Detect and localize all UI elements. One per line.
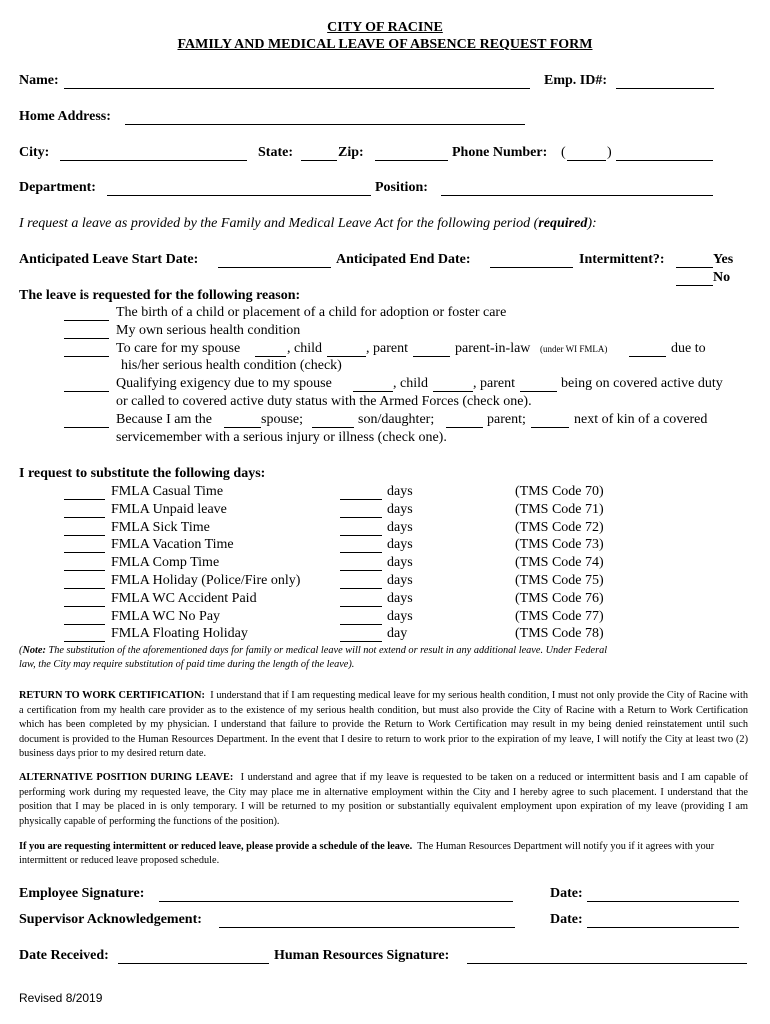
title-line-2: FAMILY AND MEDICAL LEAVE OF ABSENCE REQUEST FORM [177, 37, 593, 52]
employee-date-label: Date: [550, 886, 583, 901]
hr-signature-label: Human Resources Signature: [274, 948, 450, 963]
substitute-tms-code: (TMS Code 75) [515, 573, 604, 588]
substitute-check[interactable] [64, 499, 105, 500]
reason-birth-text: The birth of a child or placement of a child for adoption or foster care [116, 305, 507, 320]
schedule-paragraph [19, 840, 754, 868]
rtw-text: I understand that if I am requesting medical leave for my serious health condition, I must not only provide the City of Racine with a certification from my health care provider as to the existence of my serious health condition, but must also provide the City of Racine with a Return to Work Certification which has been completed by my physician. I understand that failure to provide the Return to Work Certification may result in my being denied reinstatement until such document is provided to the Human Resources Department. In the event that I desire to return to work prior to the expiration of my leave, I will notify the City at least two (2) business days prior to my desired return date. [19, 690, 748, 760]
title-line-1: CITY OF RACINE [327, 20, 443, 35]
substitute-tms-code: (TMS Code 72) [515, 520, 604, 535]
zip-field[interactable] [375, 160, 448, 161]
department-field[interactable] [107, 195, 371, 196]
employee-date-field[interactable] [587, 901, 739, 902]
substitute-heading: I request to substitute the following days: [19, 466, 266, 481]
request-intro-text: I request a leave as provided by the Family and Medical Leave Act for the following period ( [19, 216, 539, 231]
reason-exigency-text-4: being on covered active duty [561, 376, 723, 391]
employee-signature-field[interactable] [159, 901, 513, 902]
reason-service-text-cont: servicemember with a serious injury or illness (check one). [116, 430, 447, 445]
substitute-type: FMLA WC No Pay [111, 609, 221, 624]
substitute-type: FMLA Holiday (Police/Fire only) [111, 573, 301, 588]
name-field[interactable] [64, 88, 530, 89]
return-to-work-paragraph [19, 689, 748, 762]
reason-care-text-cont: his/her serious health condition (check) [121, 358, 342, 373]
service-spouse-field[interactable] [224, 427, 261, 428]
reason-exigency-check[interactable] [64, 391, 109, 392]
revised-date: Revised 8/2019 [19, 991, 103, 1005]
intermittent-label: Intermittent?: [579, 252, 665, 267]
end-date-label: Anticipated End Date: [336, 252, 471, 267]
exigency-spouse-field[interactable] [353, 391, 393, 392]
reason-care-wi-note: (under WI FMLA) [540, 344, 608, 354]
position-field[interactable] [441, 195, 713, 196]
reason-care-check[interactable] [64, 356, 109, 357]
reason-own-health-text: My own serious health condition [116, 323, 301, 338]
care-parent-field[interactable] [413, 356, 450, 357]
substitute-unit: days [387, 591, 413, 606]
department-label: Department: [19, 180, 96, 195]
service-son-daughter-field[interactable] [312, 427, 354, 428]
home-address-label: Home Address: [19, 109, 111, 124]
position-label: Position: [375, 180, 428, 195]
substitute-unit: days [387, 573, 413, 588]
care-child-field[interactable] [327, 356, 366, 357]
substitute-days-field[interactable] [340, 552, 382, 553]
substitute-unit: days [387, 537, 413, 552]
reason-servicemember-check[interactable] [64, 427, 109, 428]
substitute-unit: days [387, 555, 413, 570]
note-label: Note: [22, 645, 46, 656]
substitute-type: FMLA Floating Holiday [111, 626, 248, 641]
substitute-unit: day [387, 626, 408, 641]
substitute-check[interactable] [64, 570, 105, 571]
substitute-type: FMLA WC Accident Paid [111, 591, 257, 606]
substitute-tms-code: (TMS Code 78) [515, 626, 604, 641]
reason-service-text-4: parent; [487, 412, 526, 427]
substitute-days-field[interactable] [340, 535, 382, 536]
alternative-position-paragraph [19, 771, 748, 829]
home-address-field[interactable] [125, 124, 525, 125]
phone-paren-close: ) [607, 145, 612, 160]
state-field[interactable] [301, 160, 337, 161]
substitute-check[interactable] [64, 535, 105, 536]
start-date-label: Anticipated Leave Start Date: [19, 252, 199, 267]
note-line-1 [19, 646, 607, 656]
city-field[interactable] [60, 160, 247, 161]
end-date-field[interactable] [490, 267, 573, 268]
alt-heading: ALTERNATIVE POSITION DURING LEAVE: [19, 772, 234, 783]
reason-care-text-3: , parent [366, 341, 408, 356]
note-text-1: The substitution of the aforementioned days for family or medical leave will not extend or result in any additional leave. Under Federal [48, 645, 608, 656]
reason-care-text-1: To care for my spouse [116, 341, 241, 356]
reason-service-text-3: son/daughter; [358, 412, 435, 427]
substitute-days-field[interactable] [340, 606, 382, 607]
substitute-days-field[interactable] [340, 588, 382, 589]
substitute-check[interactable] [64, 517, 105, 518]
service-next-of-kin-field[interactable] [531, 427, 569, 428]
start-date-field[interactable] [218, 267, 331, 268]
substitute-tms-code: (TMS Code 70) [515, 484, 604, 499]
employee-signature-label: Employee Signature: [19, 886, 145, 901]
substitute-check[interactable] [64, 641, 105, 642]
reason-care-text-5: due to [671, 341, 706, 356]
exigency-parent-field[interactable] [520, 391, 557, 392]
schedule-text: The Human Resources Department will notify you if it agrees with your intermittent or reduced leave proposed schedule. [19, 841, 715, 867]
exigency-child-field[interactable] [433, 391, 473, 392]
city-label: City: [19, 145, 50, 160]
date-received-field[interactable] [118, 963, 269, 964]
substitute-days-field[interactable] [340, 517, 382, 518]
date-received-label: Date Received: [19, 948, 109, 963]
phone-label: Phone Number: [452, 145, 548, 160]
substitute-type: FMLA Comp Time [111, 555, 220, 570]
request-intro-required: required [538, 216, 588, 231]
reason-service-text-2: spouse; [261, 412, 303, 427]
phone-area-code-field[interactable] [567, 160, 606, 161]
supervisor-label: Supervisor Acknowledgement: [19, 912, 202, 927]
note-open: ( [19, 645, 23, 656]
substitute-days-field[interactable] [340, 641, 382, 642]
substitute-check[interactable] [64, 552, 105, 553]
alt-text: I understand and agree that if my leave is requested to be taken on a reduced or intermittent basis and I am capable of performing work during my requested leave, the City may place me in alternative employment within the City and I hereby agree to such placement. I understand that the position that I may be placed in is only temporary. I will be returned to my position or substantially equivalent employment upon expiration of my leave (providing I am physically capable of performing the functions of the position). [19, 772, 748, 827]
substitute-tms-code: (TMS Code 73) [515, 537, 604, 552]
reason-own-health-check[interactable] [64, 338, 109, 339]
supervisor-date-field[interactable] [587, 927, 739, 928]
substitute-check[interactable] [64, 624, 105, 625]
emp-id-label: Emp. ID#: [544, 73, 608, 88]
phone-number-field[interactable] [616, 160, 713, 161]
substitute-check[interactable] [64, 588, 105, 589]
substitute-days-field[interactable] [340, 499, 382, 500]
request-intro [19, 217, 597, 231]
substitute-unit: days [387, 502, 413, 517]
schedule-bold: If you are requesting intermittent or reduced leave, please provide a schedule of the leave. [19, 841, 413, 852]
substitute-unit: days [387, 520, 413, 535]
intermittent-no-field[interactable] [676, 285, 713, 286]
reason-care-text-2: , child [287, 341, 322, 356]
reason-care-text-4: parent-in-law [455, 341, 531, 356]
substitute-type: FMLA Vacation Time [111, 537, 234, 552]
reason-exigency-text-1: Qualifying exigency due to my spouse [116, 376, 332, 391]
state-label: State: [258, 145, 293, 160]
reason-exigency-text-2: , child [393, 376, 428, 391]
reason-exigency-text-3: , parent [473, 376, 515, 391]
care-parent-in-law-field[interactable] [629, 356, 666, 357]
name-label: Name: [19, 73, 59, 88]
reason-birth-check[interactable] [64, 320, 109, 321]
request-intro-close: ): [587, 216, 597, 231]
substitute-type: FMLA Casual Time [111, 484, 224, 499]
substitute-tms-code: (TMS Code 77) [515, 609, 604, 624]
supervisor-date-label: Date: [550, 912, 583, 927]
substitute-tms-code: (TMS Code 74) [515, 555, 604, 570]
substitute-unit: days [387, 484, 413, 499]
rtw-heading: RETURN TO WORK CERTIFICATION: [19, 690, 205, 701]
intermittent-yes-label: Yes [713, 252, 734, 267]
substitute-tms-code: (TMS Code 76) [515, 591, 604, 606]
substitute-days-field[interactable] [340, 570, 382, 571]
substitute-type: FMLA Sick Time [111, 520, 210, 535]
substitute-unit: days [387, 609, 413, 624]
intermittent-yes-field[interactable] [676, 267, 713, 268]
reason-service-text-5: next of kin of a covered [574, 412, 708, 427]
substitute-type: FMLA Unpaid leave [111, 502, 227, 517]
reason-heading: The leave is requested for the following reason: [19, 288, 301, 303]
substitute-check[interactable] [64, 606, 105, 607]
reason-service-text-1: Because I am the [116, 412, 213, 427]
service-parent-field[interactable] [446, 427, 483, 428]
care-spouse-field[interactable] [255, 356, 286, 357]
phone-paren-open: ( [561, 145, 566, 160]
zip-label: Zip: [338, 145, 364, 160]
intermittent-no-label: No [713, 270, 731, 285]
note-line-2: law, the City may require substitution of paid time during the length of the leave). [19, 659, 355, 670]
substitute-tms-code: (TMS Code 71) [515, 502, 604, 517]
substitute-days-field[interactable] [340, 624, 382, 625]
reason-exigency-text-cont: or called to covered active duty status with the Armed Forces (check one). [116, 394, 532, 409]
emp-id-field[interactable] [616, 88, 714, 89]
hr-signature-field[interactable] [467, 963, 747, 964]
supervisor-signature-field[interactable] [219, 927, 515, 928]
